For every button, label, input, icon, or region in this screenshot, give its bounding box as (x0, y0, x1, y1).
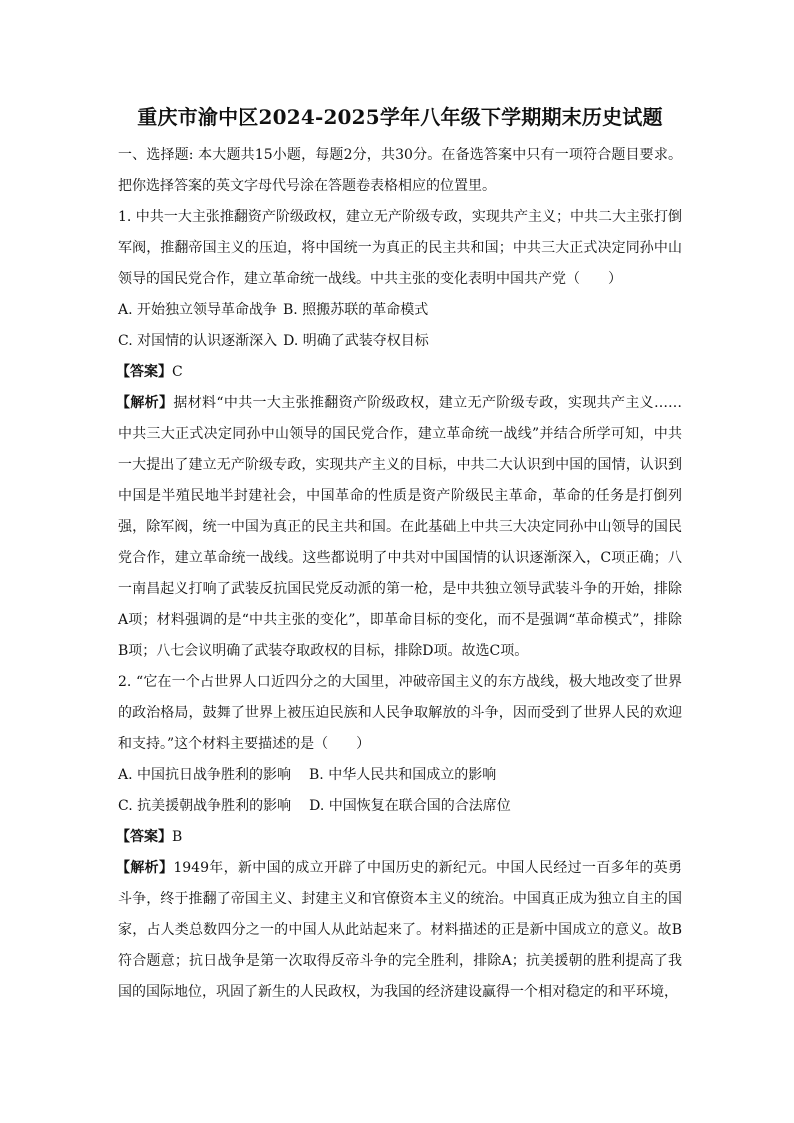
analysis-tag: 【解析】 (116, 395, 174, 411)
option-row-cd (118, 326, 682, 357)
section-instructions: 一、选择题: 本大题共15小题，每题2分，共30分。在备选答案中只有一项符合题目要求。把你选择答案的英文字母代号涂在答题卷表格相应的位置里。 (118, 147, 682, 194)
option-row-ab (118, 760, 682, 791)
option-b: B. 中华人民共和国成立的影响 (309, 767, 497, 783)
analysis-text: 1949年，新中国的成立开辟了中国历史的新纪元。中国人民经过一百多年的英勇斗争，终于推翻了帝国主义、封建主义和官僚资本主义的统治。中国真正成为独立自主的国家，占人类总数四分之一的中国人从此站起来了。材料描述的正是新中国成立的意义。故B符合题意；抗日战争是第一次取得反帝斗争的完全胜利，排除A；抗美援朝的胜利提高了我国的国际地位，巩固了新生的人民政权，为我国的经济建设赢得一个相对稳定的和平环境， (118, 860, 682, 1000)
answer-tag: 【答案】 (116, 829, 172, 845)
option-b: B. 照搬苏联的革命模式 (283, 302, 429, 318)
analysis-paragraph (118, 388, 682, 667)
answer-line (118, 822, 682, 853)
question-1 (118, 202, 682, 667)
analysis-paragraph (118, 853, 682, 1008)
option-c: C. 对国情的认识逐渐深入 (118, 333, 278, 349)
option-c: C. 抗美援朝战争胜利的影响 (118, 798, 292, 814)
question-stem: 2. “它在一个占世界人口近四分之的大国里，冲破帝国主义的东方战线，极大地改变了世界的政治格局，鼓舞了世界上被压迫民族和人民争取解放的斗争，因而受到了世界人民的欢迎和支持。”这个材料主要描述的是（ ） (118, 674, 682, 752)
option-row-ab (118, 295, 682, 326)
answer-line (118, 357, 682, 388)
option-d: D. 中国恢复在联合国的合法席位 (309, 798, 511, 814)
option-a: A. 中国抗日战争胜利的影响 (118, 767, 292, 783)
answer-value: B (172, 829, 183, 845)
analysis-text: 据材料“中共一大主张推翻资产阶级政权，建立无产阶级专政，实现共产主义……中共三大正式决定同孙中山领导的国民党合作，建立革命统一战线”并结合所学可知，中共一大提出了建立无产阶级专政，实现共产主义的目标，中共二大认识到中国的国情，认识到中国是半殖民地半封建社会，中国革命的性质是资产阶级民主革命，革命的任务是打倒列强，除军阀，统一中国为真正的民主共和国。在此基础上中共三大决定同孙中山领导的国民党合作，建立革命统一战线。这些都说明了中共对中国国情的认识逐渐深入，C项正确；八一南昌起义打响了武装反抗国民党反动派的第一枪，是中共独立领导武装斗争的开始，排除A项；材料强调的是“中共主张的变化”，即革命目标的变化，而不是强调“革命模式”，排除B项；八七会议明确了武装夺取政权的目标，排除D项。故选C项。 (118, 395, 683, 659)
option-a: A. 开始独立领导革命战争 (118, 302, 278, 318)
option-d: D. 明确了武装夺权目标 (283, 333, 429, 349)
analysis-tag: 【解析】 (116, 860, 174, 876)
option-row-cd (118, 791, 682, 822)
document-title: 重庆市渝中区2024-2025学年八年级下学期期末历史试题 (137, 105, 663, 129)
question-2 (118, 667, 682, 1008)
answer-value: C (172, 364, 183, 380)
question-stem: 1. 中共一大主张推翻资产阶级政权，建立无产阶级专政，实现共产主义；中共二大主张打倒军阀，推翻帝国主义的压迫，将中国统一为真正的民主共和国；中共三大正式决定同孙中山领导的国民党合作，建立革命统一战线。中共主张的变化表明中国共产党（ ） (118, 209, 682, 287)
answer-tag: 【答案】 (116, 364, 172, 380)
